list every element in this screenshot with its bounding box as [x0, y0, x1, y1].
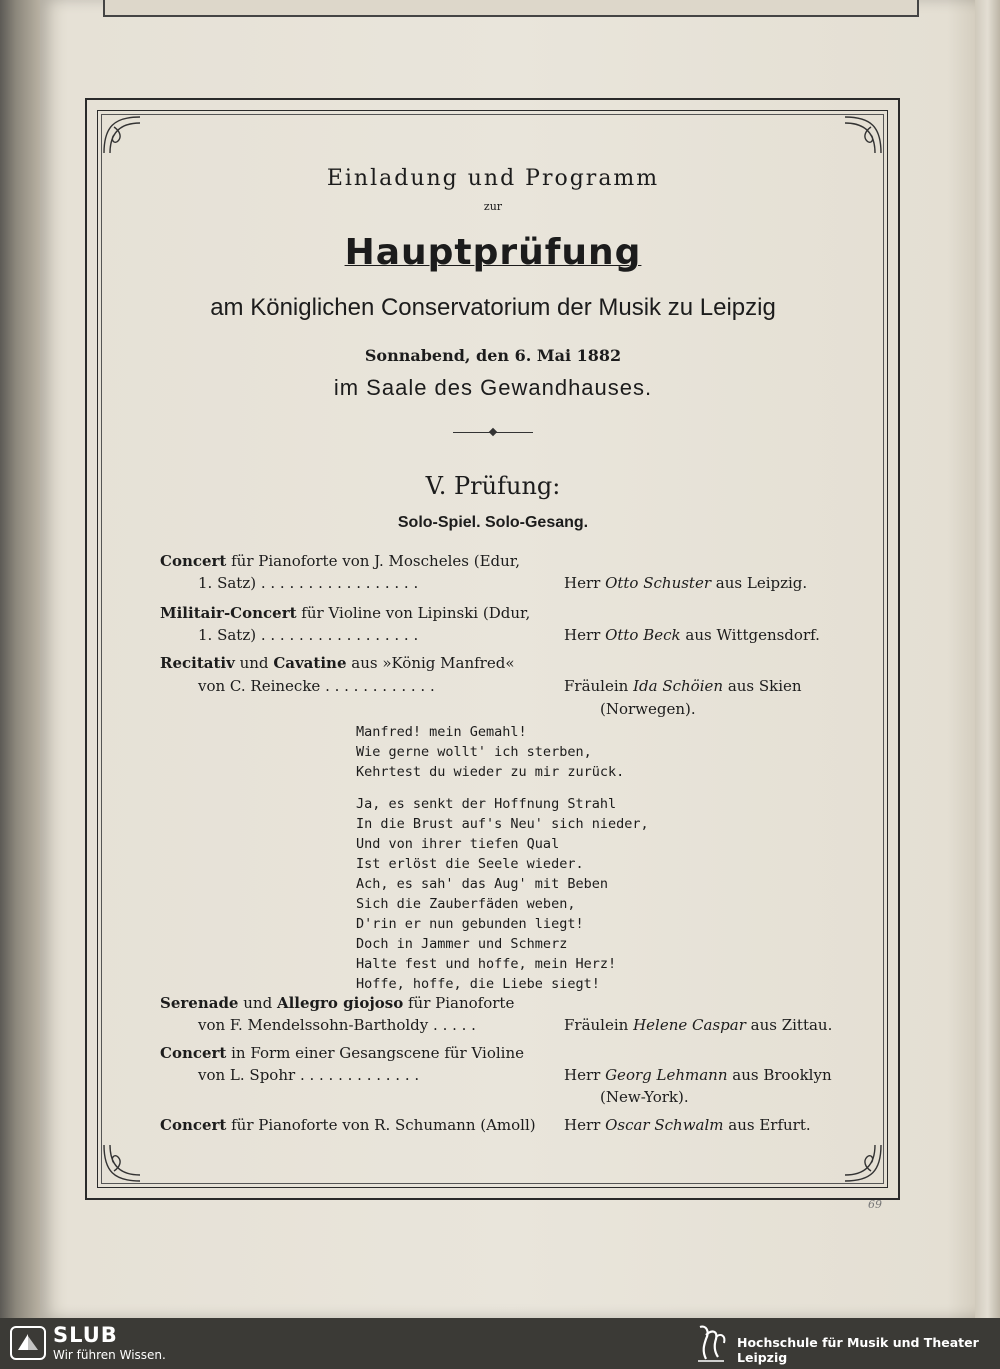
program-item-2-line1: Militair-Concert für Violine von Lipinski (Ddur,	[160, 604, 531, 622]
section-title: V. Prüfung:	[425, 472, 561, 500]
slub-logo-icon[interactable]	[10, 1326, 46, 1360]
program-item-3-origin: (Norwegen).	[600, 700, 696, 718]
program-item-4-line2: von F. Mendelssohn-Bartholdy . . . . .	[198, 1016, 476, 1034]
program-item-6-line1: Concert für Pianoforte von R. Schumann (Amoll)	[160, 1116, 536, 1134]
program-item-1-line1: Concert für Pianoforte von J. Moscheles (Edur,	[160, 552, 521, 570]
lyric-line: Sich die Zauberfäden weben,	[356, 896, 576, 912]
hmt-logo-icon[interactable]	[692, 1321, 730, 1365]
previous-page-edge	[103, 0, 919, 17]
program-item-3-performer: Fräulein Ida Schöien aus Skien	[564, 677, 802, 695]
lyric-line: Manfred! mein Gemahl!	[356, 724, 527, 740]
program-item-2-line2: 1. Satz) . . . . . . . . . . . . . . . . .	[198, 626, 419, 644]
lyric-line: Doch in Jammer und Schmerz	[356, 936, 568, 952]
invitation-zur: zur	[483, 200, 503, 213]
program-item-4-line1: Serenade und Allegro giojoso für Pianoforte	[160, 994, 515, 1012]
lyric-line: Wie gerne wollt' ich sterben,	[356, 744, 592, 760]
program-item-3-line1: Recitativ und Cavatine aus »König Manfred«	[160, 654, 515, 672]
lyric-line: Kehrtest du wieder zu mir zurück.	[356, 764, 625, 780]
page-number: 69	[868, 1198, 882, 1211]
lyric-line: Ja, es senkt der Hoffnung Strahl	[356, 796, 617, 812]
invitation-heading: Einladung und Programm	[326, 166, 660, 191]
institution-name: am Königlichen Conservatorium der Musik zu Leipzig	[210, 294, 776, 321]
lyric-line: Und von ihrer tiefen Qual	[356, 836, 560, 852]
program-item-3-line2: von C. Reinecke . . . . . . . . . . . .	[198, 677, 435, 695]
program-item-5-performer: Herr Georg Lehmann aus Brooklyn	[564, 1066, 832, 1084]
partner-name[interactable]: Hochschule für Musik und Theater Leipzig	[737, 1335, 979, 1365]
footer-bar	[0, 1318, 1000, 1368]
library-name[interactable]: SLUB	[53, 1323, 118, 1347]
page-edge	[975, 0, 1000, 1318]
program-item-5-line2: von L. Spohr . . . . . . . . . . . . .	[198, 1066, 420, 1084]
lyric-line: Hoffe, hoffe, die Liebe siegt!	[356, 976, 600, 992]
book-spine	[0, 0, 40, 1318]
program-item-2-performer: Herr Otto Beck aus Wittgensdorf.	[564, 626, 820, 644]
section-subtitle: Solo-Spiel. Solo-Gesang.	[397, 514, 589, 531]
program-item-1-line2: 1. Satz) . . . . . . . . . . . . . . . . .	[198, 574, 419, 592]
program-content	[108, 120, 878, 1180]
program-item-6-performer: Herr Oscar Schwalm aus Erfurt.	[564, 1116, 811, 1134]
lyric-line: In die Brust auf's Neu' sich nieder,	[356, 816, 649, 832]
divider-diamond-icon	[489, 428, 497, 436]
page-title: Hauptprüfung	[344, 232, 642, 273]
program-item-1-performer: Herr Otto Schuster aus Leipzig.	[564, 574, 808, 592]
lyric-line: Halte fest und hoffe, mein Herz!	[356, 956, 617, 972]
program-item-4-performer: Fräulein Helene Caspar aus Zittau.	[564, 1016, 833, 1034]
lyric-line: Ist erlöst die Seele wieder.	[356, 856, 584, 872]
lyric-line: Ach, es sah' das Aug' mit Beben	[356, 876, 608, 892]
program-item-5-line1: Concert in Form einer Gesangscene für Violine	[160, 1044, 525, 1062]
exam-date: Sonnabend, den 6. Mai 1882	[364, 346, 622, 365]
library-tagline: Wir führen Wissen.	[53, 1348, 166, 1362]
program-item-5-origin: (New-York).	[600, 1088, 689, 1106]
lyric-line: D'rin er nun gebunden liegt!	[356, 916, 584, 932]
exam-venue: im Saale des Gewandhauses.	[333, 375, 653, 400]
